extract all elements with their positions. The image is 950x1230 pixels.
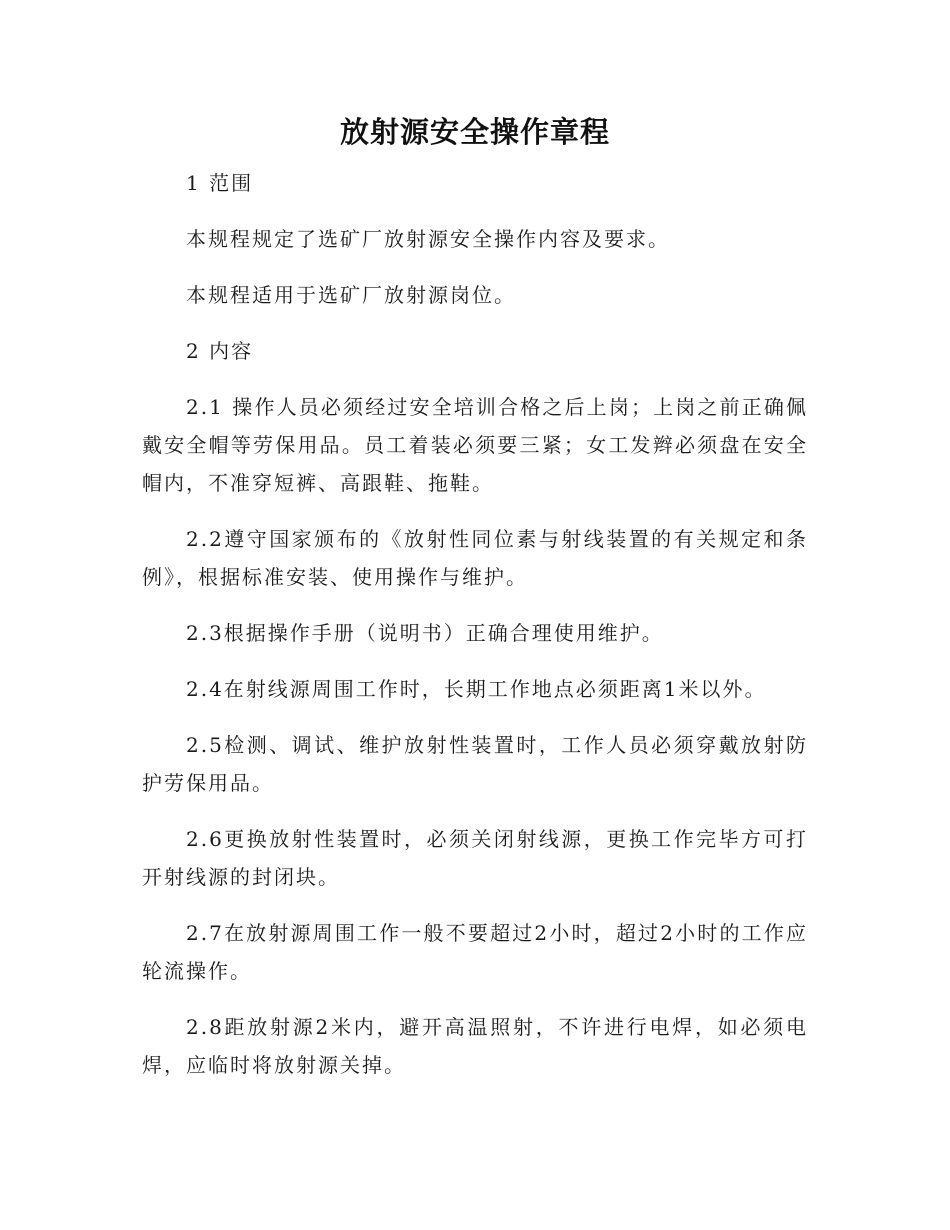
- clause-2-1: 2.1 操作人员必须经过安全培训合格之后上岗；上岗之前正确佩戴安全帽等劳保用品。员工着装必须要三紧；女工发辫必须盘在安全帽内，不准穿短裤、高跟鞋、拖鞋。: [142, 395, 808, 495]
- clause-2-3: 2.3根据操作手册（说明书）正确合理使用维护。: [186, 621, 664, 645]
- clause-2-8: 2.8距放射源2米内，避开高温照射，不许进行电焊，如必须电焊，应临时将放射源关掉。: [142, 1015, 808, 1077]
- paragraph-scope-applicability: 本规程适用于选矿厂放射源岗位。: [186, 283, 516, 307]
- section-heading-scope: 1 范围: [186, 171, 254, 195]
- document-title: 放射源安全操作章程: [339, 115, 610, 149]
- document-body: [142, 164, 808, 1084]
- clause-2-5: 2.5检测、调试、维护放射性装置时，工作人员必须穿戴放射防护劳保用品。: [142, 733, 808, 795]
- clause-2-6: 2.6更换放射性装置时，必须关闭射线源，更换工作完毕方可打开射线源的封闭块。: [142, 827, 808, 889]
- clause-2-2: 2.2遵守国家颁布的《放射性同位素与射线装置的有关规定和条例》，根据标准安装、使用操作与维护。: [142, 527, 808, 589]
- clause-2-4: 2.4在射线源周围工作时，长期工作地点必须距离1米以外。: [186, 677, 767, 701]
- paragraph-scope-content: 本规程规定了选矿厂放射源安全操作内容及要求。: [186, 227, 670, 251]
- section-heading-content: 2 内容: [186, 339, 254, 363]
- clause-2-7: 2.7在放射源周围工作一般不要超过2小时，超过2小时的工作应轮流操作。: [142, 921, 808, 983]
